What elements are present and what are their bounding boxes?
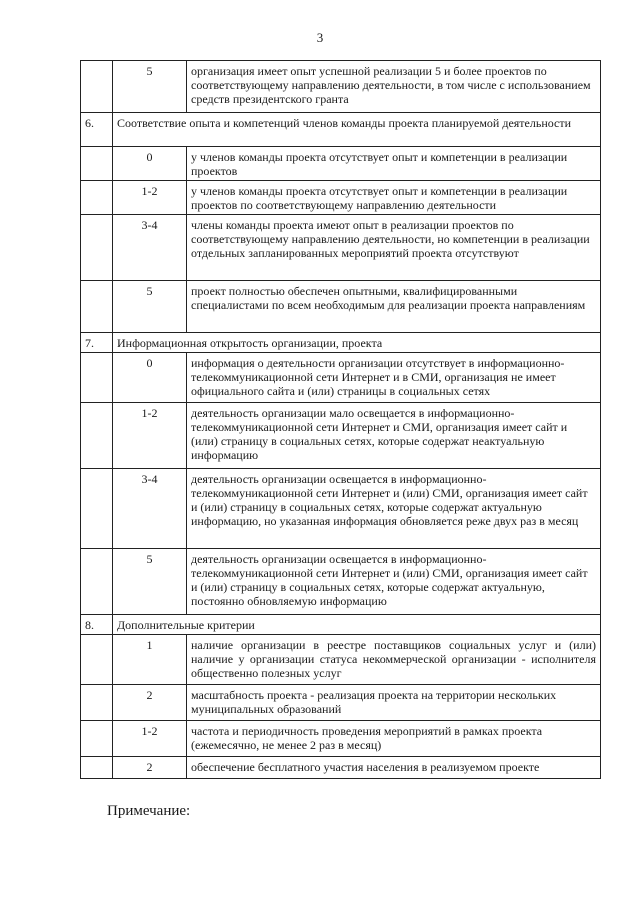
score-description: информация о деятельности организации отсутствует в информационно-телекоммуникационной сети Интернет и в СМИ, организация не имеет официального сайта и (или) страницы в социальных сетях xyxy=(187,353,601,403)
score-description: организация имеет опыт успешной реализации 5 и более проектов по соответствующему направлению деятельности, в том числе с использованием средств президентского гранта xyxy=(187,61,601,113)
score-value: 0 xyxy=(113,147,187,181)
score-row xyxy=(81,181,601,215)
score-description: деятельность организации освещается в информационно-телекоммуникационной сети Интернет и (или) СМИ, организация имеет сайт и (или) страницу в социальных сетях, которые содержат актуальную информацию, но указанная информация обновляется реже двух раз в месяц xyxy=(187,469,601,549)
score-value: 1-2 xyxy=(113,403,187,469)
score-value: 2 xyxy=(113,685,187,721)
criteria-table xyxy=(80,60,601,779)
row-number xyxy=(81,685,113,721)
score-row xyxy=(81,635,601,685)
score-value: 5 xyxy=(113,281,187,333)
note-heading: Примечание: xyxy=(107,803,191,819)
row-number xyxy=(81,61,113,113)
score-description: у членов команды проекта отсутствует опыт и компетенции в реализации проектов по соответствующему направлению деятельности xyxy=(187,181,601,215)
section-row xyxy=(81,113,601,147)
row-number xyxy=(81,721,113,757)
score-row xyxy=(81,685,601,721)
row-number xyxy=(81,469,113,549)
criteria-table-body xyxy=(81,61,601,779)
row-number xyxy=(81,181,113,215)
score-value: 0 xyxy=(113,353,187,403)
score-value: 3-4 xyxy=(113,469,187,549)
score-description: масштабность проекта - реализация проекта на территории нескольких муниципальных образований xyxy=(187,685,601,721)
score-row xyxy=(81,403,601,469)
score-row xyxy=(81,549,601,615)
score-value: 1 xyxy=(113,635,187,685)
row-number: 6. xyxy=(81,113,113,147)
score-value: 5 xyxy=(113,549,187,615)
score-value: 3-4 xyxy=(113,215,187,281)
score-description: наличие организации в реестре поставщиков социальных услуг и (или) наличие у организации статуса некоммерческой организации - исполнителя общественно полезных услуг xyxy=(187,635,601,685)
score-row xyxy=(81,147,601,181)
score-row xyxy=(81,353,601,403)
row-number xyxy=(81,635,113,685)
row-number xyxy=(81,281,113,333)
score-value: 2 xyxy=(113,757,187,779)
score-row xyxy=(81,215,601,281)
section-row xyxy=(81,333,601,353)
row-number xyxy=(81,353,113,403)
row-number: 7. xyxy=(81,333,113,353)
score-description: члены команды проекта имеют опыт в реализации проектов по соответствующему направлению деятельности, но компетенции в реализации отдельных запланированных мероприятий проекта отсутствуют xyxy=(187,215,601,281)
score-row xyxy=(81,721,601,757)
score-value: 1-2 xyxy=(113,181,187,215)
section-title: Информационная открытость организации, проекта xyxy=(113,333,601,353)
row-number xyxy=(81,403,113,469)
row-number xyxy=(81,147,113,181)
score-row xyxy=(81,757,601,779)
score-description: деятельность организации мало освещается в информационно-телекоммуникационной сети Интернет и СМИ, организация имеет сайт и (или) страницу в социальных сетях, которые содержат неактуальную информацию xyxy=(187,403,601,469)
row-number xyxy=(81,757,113,779)
row-number: 8. xyxy=(81,615,113,635)
row-number xyxy=(81,549,113,615)
score-value: 1-2 xyxy=(113,721,187,757)
score-row xyxy=(81,469,601,549)
section-title: Дополнительные критерии xyxy=(113,615,601,635)
section-title: Соответствие опыта и компетенций членов команды проекта планируемой деятельности xyxy=(113,113,601,147)
score-description: частота и периодичность проведения мероприятий в рамках проекта (ежемесячно, не менее 2 раз в месяц) xyxy=(187,721,601,757)
score-description: деятельность организации освещается в информационно-телекоммуникационной сети Интернет и (или) СМИ, организация имеет сайт и (или) страницу в социальных сетях, которые содержат актуальную, постоянно обновляемую информацию xyxy=(187,549,601,615)
score-row xyxy=(81,61,601,113)
score-description: проект полностью обеспечен опытными, квалифицированными специалистами по всем необходимым для реализации проекта направлениям xyxy=(187,281,601,333)
page-number: 3 xyxy=(316,30,324,45)
score-description: обеспечение бесплатного участия населения в реализуемом проекте xyxy=(187,757,601,779)
score-description: у членов команды проекта отсутствует опыт и компетенции в реализации проектов xyxy=(187,147,601,181)
row-number xyxy=(81,215,113,281)
section-row xyxy=(81,615,601,635)
score-value: 5 xyxy=(113,61,187,113)
score-row xyxy=(81,281,601,333)
